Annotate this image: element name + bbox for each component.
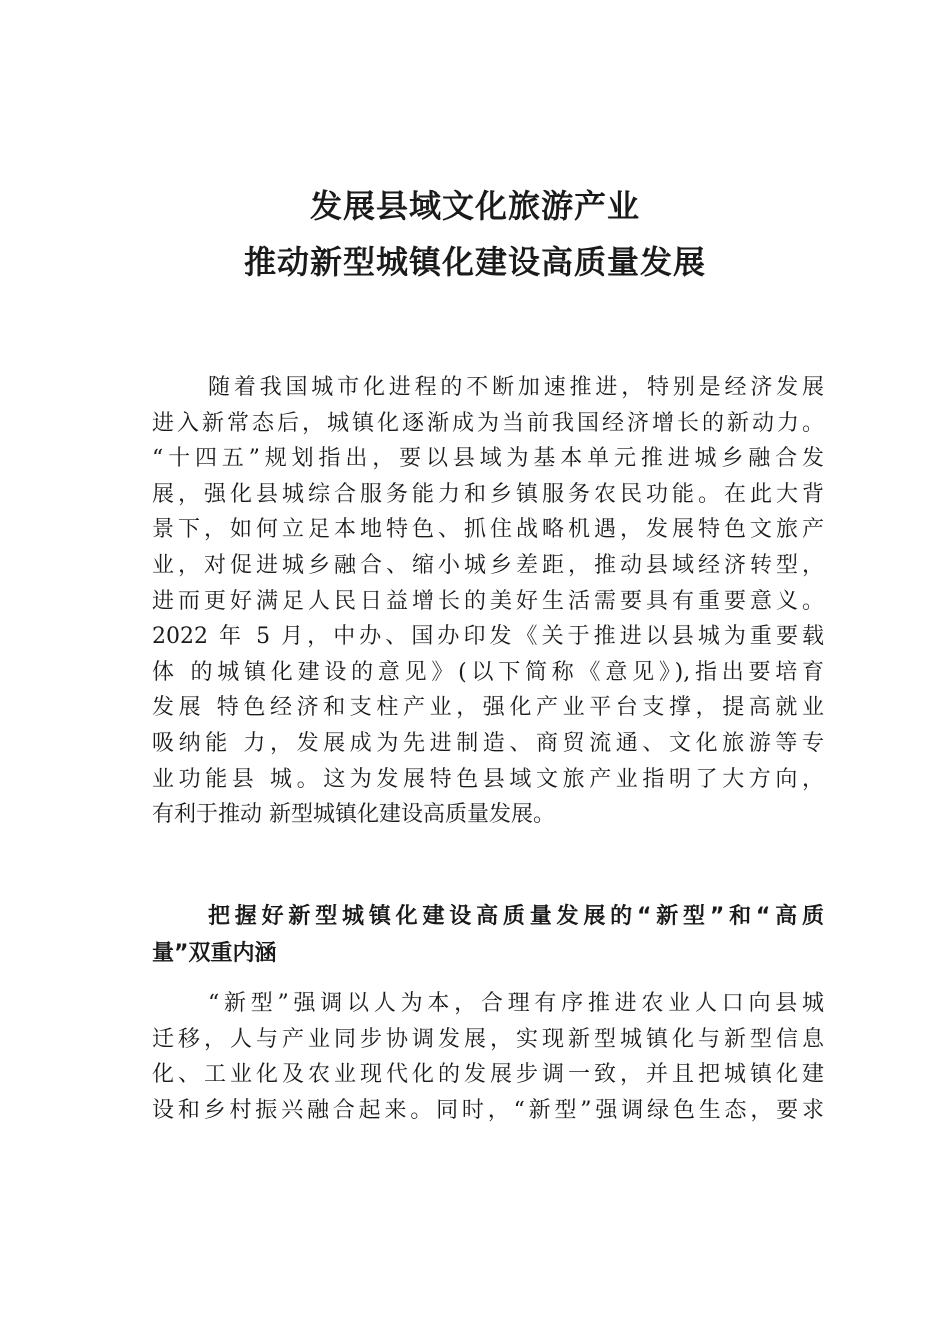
- text-line: 设和乡村振兴融合起来。同时，“新型”强调绿色生态，要求: [152, 1097, 824, 1123]
- title-line-2: 推动新型城镇化建设高质量发展: [243, 243, 706, 281]
- text-line: 景下，如何立足本地特色、抓住战略机遇，发展特色文旅产: [152, 517, 824, 543]
- text-line: 有利于推动 新型城镇化建设高质量发展。: [152, 802, 555, 828]
- text-line: 进而更好满足人民日益增长的美好生活需要具有重要意义。: [152, 588, 824, 614]
- text-line: “新型”强调以人为本，合理有序推进农业人口向县城: [208, 991, 824, 1016]
- heading-line-2: 量”双重内涵: [152, 941, 277, 966]
- text-line: 业功能县 城。这为发展特色县域文旅产业指明了大方向，: [152, 766, 824, 792]
- heading-line-1: 把握好新型城镇化建设高质量发展的“新型”和“高质: [208, 904, 824, 929]
- text-line: “十四五”规划指出，要以县域为基本单元推进城乡融合发: [152, 446, 824, 472]
- paragraph-intro: [152, 370, 824, 833]
- text-line: 业，对促进城乡融合、缩小城乡差距，推动县域经济转型，: [152, 552, 824, 578]
- text-line: 展，强化县城综合服务能力和乡镇服务农民功能。在此大背: [152, 481, 824, 507]
- text-line: 迁移，人与产业同步协调发展，实现新型城镇化与新型信息: [152, 1026, 824, 1052]
- title-line-1: 发展县域文化旅游产业: [309, 187, 640, 225]
- text-line: 体 的城镇化建设的意见》(以下简称《意见》),指出要培育: [152, 659, 824, 685]
- section-heading: [152, 898, 824, 972]
- text-line: 化、工业化及农业现代化的发展步调一致，并且把城镇化建: [152, 1062, 824, 1088]
- text-line: 吸纳能 力，发展成为先进制造、商贸流通、文化旅游等专: [152, 730, 824, 756]
- text-line: 随着我国城市化进程的不断加速推进，特别是经济发展: [208, 375, 824, 400]
- paragraph-new-type: [152, 986, 824, 1128]
- document-title: [0, 178, 950, 290]
- text-line: 进入新常态后，城镇化逐渐成为当前我国经济增长的新动力。: [152, 410, 824, 436]
- text-line: 发展 特色经济和支柱产业，强化产业平台支撑，提高就业: [152, 695, 824, 721]
- text-line: 2022 年 5 月，中办、国办印发《关于推进以县城为重要载: [152, 624, 824, 650]
